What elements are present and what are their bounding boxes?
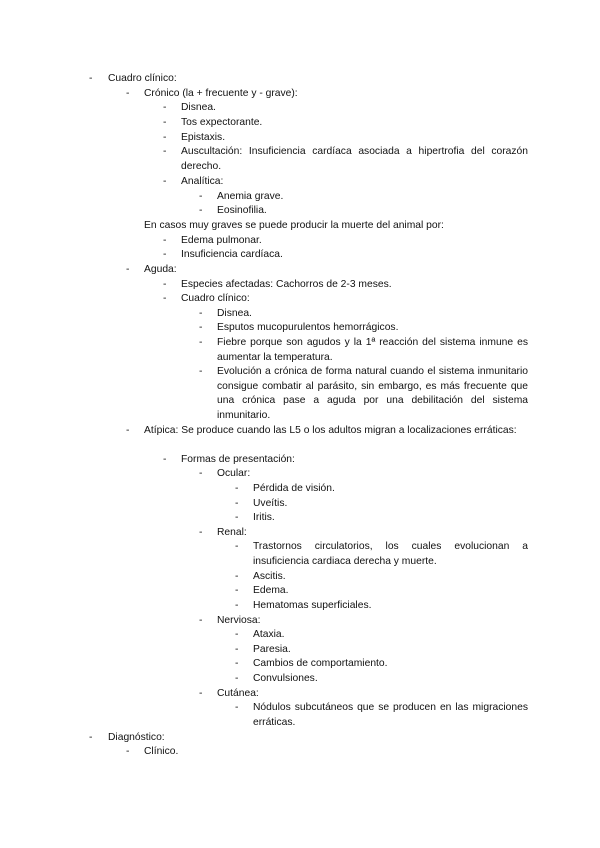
bullet-dash: - — [163, 102, 167, 113]
bullet-dash: - — [163, 279, 167, 290]
bullet-dash: - — [126, 264, 130, 275]
list-item-text: Fiebre porque son agudos y la 1ª reacción del sistema inmune es aumentar la temperatura. — [217, 337, 528, 363]
bullet-dash: - — [199, 468, 203, 479]
bullet-dash: - — [163, 146, 167, 157]
list-item-text: Clínico. — [144, 746, 179, 757]
list-item-text: Hematomas superficiales. — [253, 600, 372, 611]
note-text: En casos muy graves se puede producir la muerte del animal por: — [144, 220, 444, 231]
list-item-text: Disnea. — [217, 308, 252, 319]
list-item-text: Auscultación: Insuficiencia cardíaca asociada a hipertrofia del corazón derecho. — [181, 146, 528, 172]
list-item-text: Ascitis. — [253, 571, 286, 582]
list-item-text: Paresia. — [253, 644, 291, 655]
bullet-dash: - — [235, 585, 239, 596]
list-item-text: Cuadro clínico: — [181, 293, 250, 304]
bullet-dash: - — [235, 673, 239, 684]
list-item-text: Insuficiencia cardíaca. — [181, 249, 283, 260]
bullet-dash: - — [163, 235, 167, 246]
bullet-dash: - — [235, 600, 239, 611]
list-item-text: Convulsiones. — [253, 673, 318, 684]
list-item-text: Ocular: — [217, 468, 251, 479]
list-item-text: Esputos mucopurulentos hemorrágicos. — [217, 322, 399, 333]
bullet-dash: - — [235, 571, 239, 582]
bullet-dash: - — [235, 512, 239, 523]
list-item-text: Formas de presentación: — [181, 454, 295, 465]
list-item-text: Nódulos subcutáneos que se producen en las migraciones erráticas. — [253, 702, 528, 728]
subsection-label: Aguda: — [144, 264, 177, 275]
bullet-dash: - — [235, 629, 239, 640]
list-item-text: Tos expectorante. — [181, 117, 263, 128]
list-item-text: Renal: — [217, 527, 247, 538]
list-item-text: Analítica: — [181, 176, 224, 187]
list-item-text: Uveítis. — [253, 498, 288, 509]
list-item-text: Especies afectadas: Cachorros de 2-3 meses. — [181, 279, 392, 290]
bullet-dash: - — [199, 205, 203, 216]
bullet-dash: - — [235, 541, 239, 552]
bullet-dash: - — [235, 498, 239, 509]
bullet-dash: - — [235, 658, 239, 669]
bullet-dash: - — [199, 615, 203, 626]
bullet-dash: - — [126, 746, 130, 757]
subsection-label: Crónico (la + frecuente y - grave): — [144, 88, 298, 99]
bullet-dash: - — [163, 176, 167, 187]
bullet-dash: - — [89, 732, 93, 743]
section-heading: Diagnóstico: — [108, 732, 165, 743]
list-item-text: Nerviosa: — [217, 615, 261, 626]
list-item-text: Eosinofilia. — [217, 205, 267, 216]
bullet-dash: - — [163, 132, 167, 143]
list-item-text: Evolución a crónica de forma natural cuando el sistema inmunitario consigue combatir al parásito, sin embargo, es más frecuente que una crónica pase a aguda por una debilitación del sistema inmunitario. — [217, 366, 528, 421]
bullet-dash: - — [163, 249, 167, 260]
bullet-dash: - — [199, 688, 203, 699]
section-heading: Cuadro clínico: — [108, 73, 177, 84]
list-item-text: Cutánea: — [217, 688, 259, 699]
bullet-dash: - — [199, 366, 203, 377]
list-item-text: Anemia grave. — [217, 191, 284, 202]
bullet-dash: - — [235, 644, 239, 655]
list-item-text: Disnea. — [181, 102, 216, 113]
bullet-dash: - — [126, 88, 130, 99]
bullet-dash: - — [89, 73, 93, 84]
list-item-text: Edema. — [253, 585, 289, 596]
bullet-dash: - — [163, 117, 167, 128]
bullet-dash: - — [199, 337, 203, 348]
bullet-dash: - — [163, 293, 167, 304]
bullet-dash: - — [235, 483, 239, 494]
bullet-dash: - — [199, 322, 203, 333]
list-item-text: Cambios de comportamiento. — [253, 658, 388, 669]
list-item-text: Trastornos circulatorios, los cuales evolucionan a insuficiencia cardiaca derecha y muerte. — [253, 541, 528, 567]
list-item-text: Ataxia. — [253, 629, 285, 640]
bullet-dash: - — [235, 702, 239, 713]
list-item-text: Iritis. — [253, 512, 275, 523]
bullet-dash: - — [199, 527, 203, 538]
bullet-dash: - — [199, 308, 203, 319]
list-item-text: Epistaxis. — [181, 132, 226, 143]
bullet-dash: - — [199, 191, 203, 202]
list-item-text: Pérdida de visión. — [253, 483, 335, 494]
bullet-dash: - — [126, 425, 130, 436]
list-item-text: Edema pulmonar. — [181, 235, 262, 246]
bullet-dash: - — [163, 454, 167, 465]
subsection-label: Atípica: Se produce cuando las L5 o los adultos migran a localizaciones erráticas: — [144, 425, 517, 436]
